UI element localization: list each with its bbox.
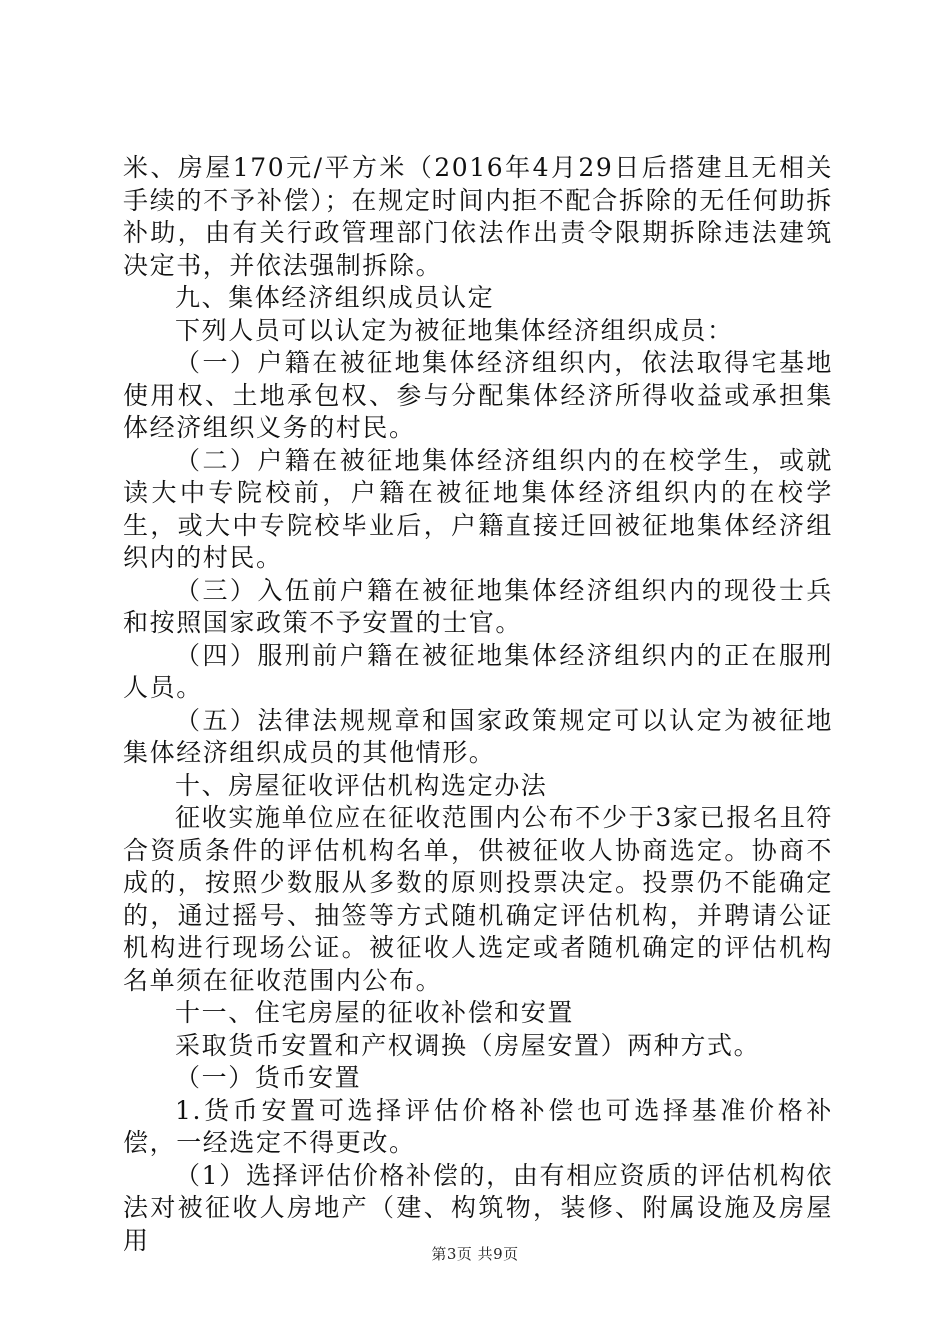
subsection-heading: （一）货币安置 [175, 1063, 362, 1092]
section-heading-eleven: 十一、住宅房屋的征收补偿和安置 [175, 998, 575, 1027]
page-number-footer: 第3页 共9页 [431, 1245, 519, 1263]
document-body [123, 152, 833, 1257]
section-heading-ten: 十、房屋征收评估机构选定办法 [175, 770, 548, 800]
list-item: （三）入伍前户籍在被征地集体经济组织内的现役士兵和按照国家政策不予安置的士官。 [123, 575, 833, 637]
section-heading-nine: 九、集体经济组织成员认定 [175, 283, 495, 312]
list-item: （二）户籍在被征地集体经济组织内的在校学生，或就读大中专院校前，户籍在被征地集体经济组织内的在校学生，或大中专院校毕业后，户籍直接迁回被征地集体经济组织内的村民。 [123, 445, 833, 572]
list-item: （四）服刑前户籍在被征地集体经济组织内的正在服刑人员。 [123, 640, 833, 702]
list-item: （一）户籍在被征地集体经济组织内，依法取得宅基地使用权、土地承包权、参与分配集体经济所得收益或承担集体经济组织义务的村民。 [123, 348, 833, 442]
paragraph: 1.货币安置可选择评估价格补偿也可选择基准价格补偿，一经选定不得更改。 [123, 1095, 833, 1157]
paragraph: 下列人员可以认定为被征地集体经济组织成员： [175, 315, 734, 345]
list-item: （五）法律法规规章和国家政策规定可以认定为被征地集体经济组织成员的其他情形。 [123, 705, 833, 767]
paragraph: 征收实施单位应在征收范围内公布不少于3家已报名且符合资质条件的评估机构名单，供被征收人协商选定。协商不成的，按照少数服从多数的原则投票决定。投票仍不能确定的，通过摇号、抽签等方式随机确定评估机构，并聘请公证机构进行现场公证。被征收人选定或者随机确定的评估机构名单须在征收范围内公布。 [123, 803, 833, 995]
paragraph: 采取货币安置和产权调换（房屋安置）两种方式。 [175, 1030, 761, 1060]
paragraph: 米、房屋170元/平方米（2016年4月29日后搭建且无相关手续的不予补偿）；在规定时间内拒不配合拆除的无任何助拆补助，由有关行政管理部门依法作出责令限期拆除违法建筑决定书，并依法强制拆除。 [123, 153, 833, 280]
paragraph: （1）选择评估价格补偿的，由有相应资质的评估机构依法对被征收人房地产（建、构筑物，装修、附属设施及房屋用 [123, 1160, 833, 1255]
